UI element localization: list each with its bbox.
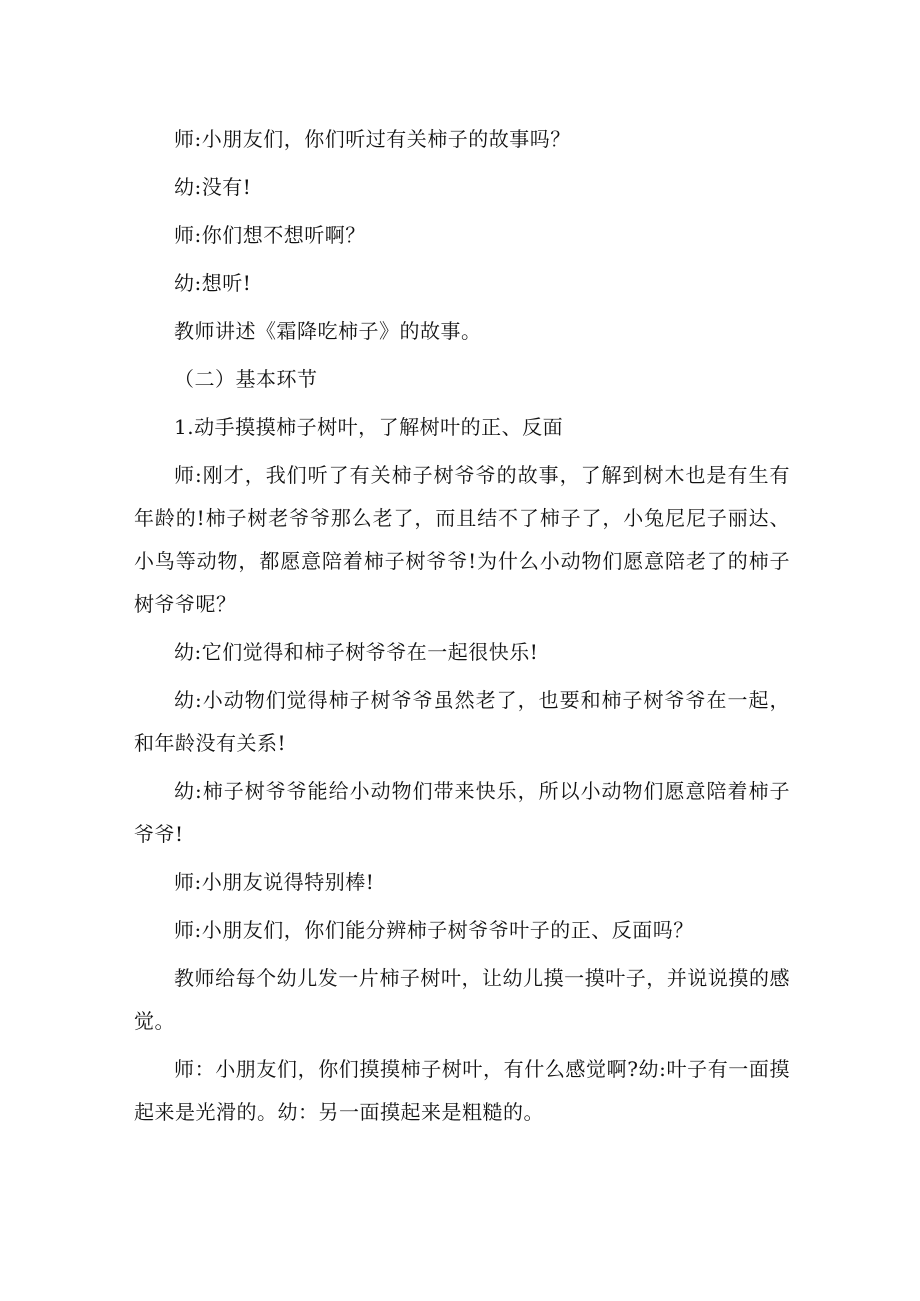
paragraph: 师：小朋友们，你们摸摸柿子树叶，有什么感觉啊?幼:叶子有一面摸起来是光滑的。幼：另一面摸起来是粗糙的。	[134, 1057, 790, 1124]
paragraph: 师:小朋友们，你们听过有关柿子的故事吗？	[174, 127, 571, 151]
paragraph: 教师讲述《霜降吃柿子》的故事。	[174, 319, 482, 343]
subsection-heading: 1.动手摸摸柿子树叶，了解树叶的正、反面	[174, 415, 564, 439]
paragraph: 幼:小动物们觉得柿子树爷爷虽然老了，也要和柿子树爷爷在一起，和年龄没有关系!	[134, 688, 790, 755]
section-heading: （二）基本环节	[174, 367, 318, 391]
paragraph: 幼:它们觉得和柿子树爷爷在一起很快乐!	[174, 640, 539, 664]
paragraph: 师:小朋友们，你们能分辨柿子树爷爷叶子的正、反面吗？	[174, 918, 694, 942]
paragraph: 幼:没有!	[174, 175, 252, 199]
paragraph: 幼:柿子树爷爷能给小动物们带来快乐，所以小动物们愿意陪着柿子爷爷!	[134, 779, 790, 846]
paragraph: 师:小朋友说得特别棒!	[174, 870, 375, 894]
document-body	[134, 118, 790, 1139]
paragraph: 师:刚才，我们听了有关柿子树爷爷的故事，了解到树木也是有生有年龄的!柿子树老爷爷那么老了，而且结不了柿子了，小兔尼尼子丽达、小鸟等动物，都愿意陪着柿子树爷爷!为什么小动物们愿意陪老了的柿子树爷爷呢？	[134, 463, 790, 616]
paragraph: 师:你们想不想听啊？	[174, 223, 366, 247]
paragraph: 幼:想听!	[174, 271, 252, 295]
paragraph: 教师给每个幼儿发一片柿子树叶，让幼儿摸一摸叶子，并说说摸的感觉。	[134, 966, 790, 1033]
